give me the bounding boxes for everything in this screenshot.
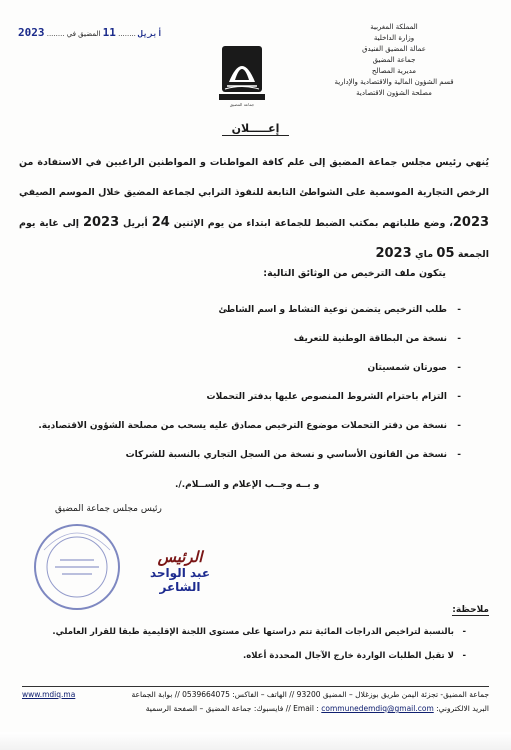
document-item: - طلب الترخيص يتضمن نوعية النشاط و اسم الشاطئ (31, 300, 461, 320)
announcement-title (0, 122, 511, 135)
document-item: - التزام باحترام الشروط المنصوص عليها بدفتر التحملات (31, 387, 461, 407)
document-item: - نسخة من دفتر التحملات موضوع الترخيص مصادق عليه يسحب من مصلحة الشؤون الاقتصادية. (31, 416, 461, 436)
closing-salutation: و بــه وجــب الإعلام و الســلام./. (175, 480, 320, 490)
date-label: المضيق في (66, 30, 101, 38)
intro-season-year: 2023 (452, 215, 490, 230)
commune-logo (219, 44, 265, 102)
header-line-commune: جماعة المضيق (372, 56, 416, 64)
signature-title: رئيس مجلس جماعة المضيق (55, 504, 162, 514)
logo-caption: جماعة المضيق (229, 102, 255, 107)
footer-website[interactable]: www.mdiq.ma (22, 690, 76, 699)
intro-text-2: ، وضع طلباتهم بمكتب الضبط للجماعة ابتداء من يوم الإثنين (173, 218, 453, 229)
header-line-prefecture: عمالة المضيق الفنيدق (362, 45, 426, 53)
announcement-title-text: إعـــــلان (222, 122, 290, 136)
page-bottom-edge (0, 732, 511, 750)
header-line-kingdom: المملكة المغربية (370, 23, 418, 31)
date-day: 11 (102, 26, 116, 39)
document-item: - نسخة من القانون الأساسي و نسخة من السجل التجاري بالنسبة للشركات (31, 445, 461, 465)
header-line-directorate: مديرية المصالح (371, 67, 417, 75)
footer-email[interactable]: communedemdiq@gmail.com (321, 704, 434, 713)
footer-online-line (146, 704, 489, 713)
header-line-division: قسم الشؤون المالية والاقتصادية والإدارية (334, 78, 454, 86)
note-item: - لا تقبل الطلبات الواردة خارج الآجال المحددة أعلاه. (26, 644, 466, 668)
date-year: 2023 (18, 26, 45, 39)
signature-name: عبد الواحد الشاعر (149, 566, 211, 594)
document-item: - نسخة من البطاقة الوطنية للتعريف (31, 329, 461, 349)
header-line-service: مصلحة الشؤون الاقتصادية (356, 89, 432, 97)
footer-email-label: البريد الالكتروني: Email : (293, 704, 489, 713)
document-item: - صورتان شمسيتان (31, 358, 461, 378)
intro-start-day: 24 (151, 215, 170, 230)
notes-title: ملاحظة: (452, 605, 489, 615)
intro-text-1: يُنهي رئيس مجلس جماعة المضيق إلى علم كافة المواطنات و المواطنين الراغبين في الاستفادة من الرخص التجارية الموسمية على الشواطئ التابعة للنفوذ الترابي لجماعة المضيق خلال الموسم الصيفي (19, 157, 489, 198)
official-stamp (30, 520, 125, 615)
footer-address: جماعة المضيق- تجزئة اليمن طريق بوزغلال – المضيق 93200 // الهاتف – الفاكس: 0539664075 // بوابة الجماعة (131, 690, 489, 699)
footer-divider (22, 686, 489, 687)
header-line-ministry: وزارة الداخلية (373, 34, 415, 42)
date-line: 2023 ........ أبريل ........ 11 المضيق في (18, 26, 163, 39)
date-month: أبريل (138, 29, 163, 38)
intro-end-day: 05 (436, 246, 455, 261)
intro-end-year: 2023 (375, 246, 412, 261)
documents-list (31, 300, 461, 465)
signature (135, 548, 225, 594)
administrative-header (299, 22, 489, 99)
intro-paragraph (19, 148, 489, 270)
documents-intro: يتكون ملف الترخيص من الوثائق التالية: (263, 268, 446, 279)
intro-start-year: 2023 (82, 215, 120, 230)
footer-facebook: // فايسبوك: جماعة المضيق – الصفحة الرسمية (145, 704, 291, 713)
signature-role: الرئيس (157, 548, 203, 566)
note-item: - بالنسبة لتراخيص الدراجات المائية تتم دراستها على مستوى اللجنة الإقليمية طبقا للقرار العاملي. (26, 620, 466, 644)
notes-list (26, 620, 466, 668)
intro-text-4: إلى غاية يوم الجمعة (19, 218, 489, 260)
intro-start-month: أبريل (123, 218, 148, 229)
intro-end-month: ماي (414, 249, 434, 260)
